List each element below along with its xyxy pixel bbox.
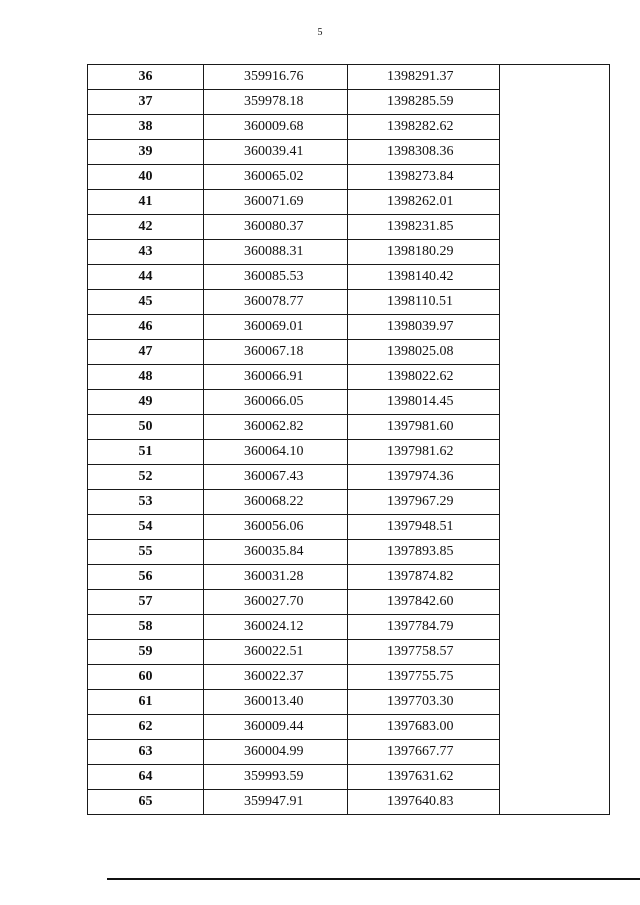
- y-coordinate-cell: 1397981.62: [348, 440, 500, 465]
- bottom-rule: [107, 878, 640, 880]
- point-number-cell: 49: [88, 390, 204, 415]
- point-number-cell: 42: [88, 215, 204, 240]
- point-number-cell: 56: [88, 565, 204, 590]
- x-coordinate-cell: 360066.05: [204, 390, 348, 415]
- point-number-cell: 43: [88, 240, 204, 265]
- y-coordinate-cell: 1397948.51: [348, 515, 500, 540]
- coordinate-table-body: [88, 65, 610, 815]
- x-coordinate-cell: 360056.06: [204, 515, 348, 540]
- x-coordinate-cell: 360009.44: [204, 715, 348, 740]
- y-coordinate-cell: 1398285.59: [348, 90, 500, 115]
- y-coordinate-cell: 1397640.83: [348, 790, 500, 815]
- x-coordinate-cell: 360009.68: [204, 115, 348, 140]
- y-coordinate-cell: 1397981.60: [348, 415, 500, 440]
- y-coordinate-cell: 1397842.60: [348, 590, 500, 615]
- y-coordinate-cell: 1398273.84: [348, 165, 500, 190]
- point-number-cell: 46: [88, 315, 204, 340]
- x-coordinate-cell: 360080.37: [204, 215, 348, 240]
- x-coordinate-cell: 360022.37: [204, 665, 348, 690]
- x-coordinate-cell: 360088.31: [204, 240, 348, 265]
- table-row: [88, 65, 610, 90]
- y-coordinate-cell: 1397683.00: [348, 715, 500, 740]
- x-coordinate-cell: 360004.99: [204, 740, 348, 765]
- point-number-cell: 52: [88, 465, 204, 490]
- y-coordinate-cell: 1398262.01: [348, 190, 500, 215]
- x-coordinate-cell: 360039.41: [204, 140, 348, 165]
- y-coordinate-cell: 1397974.36: [348, 465, 500, 490]
- x-coordinate-cell: 359993.59: [204, 765, 348, 790]
- point-number-cell: 57: [88, 590, 204, 615]
- y-coordinate-cell: 1398140.42: [348, 265, 500, 290]
- point-number-cell: 62: [88, 715, 204, 740]
- y-coordinate-cell: 1397967.29: [348, 490, 500, 515]
- y-coordinate-cell: 1398014.45: [348, 390, 500, 415]
- y-coordinate-cell: 1398025.08: [348, 340, 500, 365]
- point-number-cell: 58: [88, 615, 204, 640]
- x-coordinate-cell: 360024.12: [204, 615, 348, 640]
- point-number-cell: 39: [88, 140, 204, 165]
- point-number-cell: 64: [88, 765, 204, 790]
- x-coordinate-cell: 360065.02: [204, 165, 348, 190]
- x-coordinate-cell: 360078.77: [204, 290, 348, 315]
- y-coordinate-cell: 1398022.62: [348, 365, 500, 390]
- y-coordinate-cell: 1398180.29: [348, 240, 500, 265]
- page-number: 5: [317, 27, 323, 38]
- y-coordinate-cell: 1397755.75: [348, 665, 500, 690]
- x-coordinate-cell: 359947.91: [204, 790, 348, 815]
- point-number-cell: 45: [88, 290, 204, 315]
- y-coordinate-cell: 1397784.79: [348, 615, 500, 640]
- x-coordinate-cell: 360067.18: [204, 340, 348, 365]
- x-coordinate-cell: 360069.01: [204, 315, 348, 340]
- point-number-cell: 51: [88, 440, 204, 465]
- y-coordinate-cell: 1398231.85: [348, 215, 500, 240]
- x-coordinate-cell: 360027.70: [204, 590, 348, 615]
- point-number-cell: 60: [88, 665, 204, 690]
- y-coordinate-cell: 1397631.62: [348, 765, 500, 790]
- y-coordinate-cell: 1398039.97: [348, 315, 500, 340]
- point-number-cell: 53: [88, 490, 204, 515]
- x-coordinate-cell: 360071.69: [204, 190, 348, 215]
- point-number-cell: 50: [88, 415, 204, 440]
- x-coordinate-cell: 360035.84: [204, 540, 348, 565]
- y-coordinate-cell: 1397703.30: [348, 690, 500, 715]
- point-number-cell: 44: [88, 265, 204, 290]
- point-number-cell: 47: [88, 340, 204, 365]
- point-number-cell: 36: [88, 65, 204, 90]
- point-number-cell: 38: [88, 115, 204, 140]
- y-coordinate-cell: 1398282.62: [348, 115, 500, 140]
- y-coordinate-cell: 1398110.51: [348, 290, 500, 315]
- x-coordinate-cell: 360062.82: [204, 415, 348, 440]
- notes-column-cell: [500, 65, 610, 815]
- y-coordinate-cell: 1397893.85: [348, 540, 500, 565]
- y-coordinate-cell: 1398308.36: [348, 140, 500, 165]
- y-coordinate-cell: 1397758.57: [348, 640, 500, 665]
- x-coordinate-cell: 360068.22: [204, 490, 348, 515]
- point-number-cell: 65: [88, 790, 204, 815]
- x-coordinate-cell: 360085.53: [204, 265, 348, 290]
- y-coordinate-cell: 1397667.77: [348, 740, 500, 765]
- point-number-cell: 59: [88, 640, 204, 665]
- x-coordinate-cell: 360064.10: [204, 440, 348, 465]
- coordinate-table: [87, 64, 610, 815]
- y-coordinate-cell: 1398291.37: [348, 65, 500, 90]
- x-coordinate-cell: 360022.51: [204, 640, 348, 665]
- x-coordinate-cell: 359916.76: [204, 65, 348, 90]
- point-number-cell: 40: [88, 165, 204, 190]
- x-coordinate-cell: 360031.28: [204, 565, 348, 590]
- point-number-cell: 48: [88, 365, 204, 390]
- point-number-cell: 61: [88, 690, 204, 715]
- x-coordinate-cell: 359978.18: [204, 90, 348, 115]
- point-number-cell: 54: [88, 515, 204, 540]
- x-coordinate-cell: 360067.43: [204, 465, 348, 490]
- y-coordinate-cell: 1397874.82: [348, 565, 500, 590]
- x-coordinate-cell: 360013.40: [204, 690, 348, 715]
- point-number-cell: 55: [88, 540, 204, 565]
- x-coordinate-cell: 360066.91: [204, 365, 348, 390]
- point-number-cell: 37: [88, 90, 204, 115]
- point-number-cell: 41: [88, 190, 204, 215]
- point-number-cell: 63: [88, 740, 204, 765]
